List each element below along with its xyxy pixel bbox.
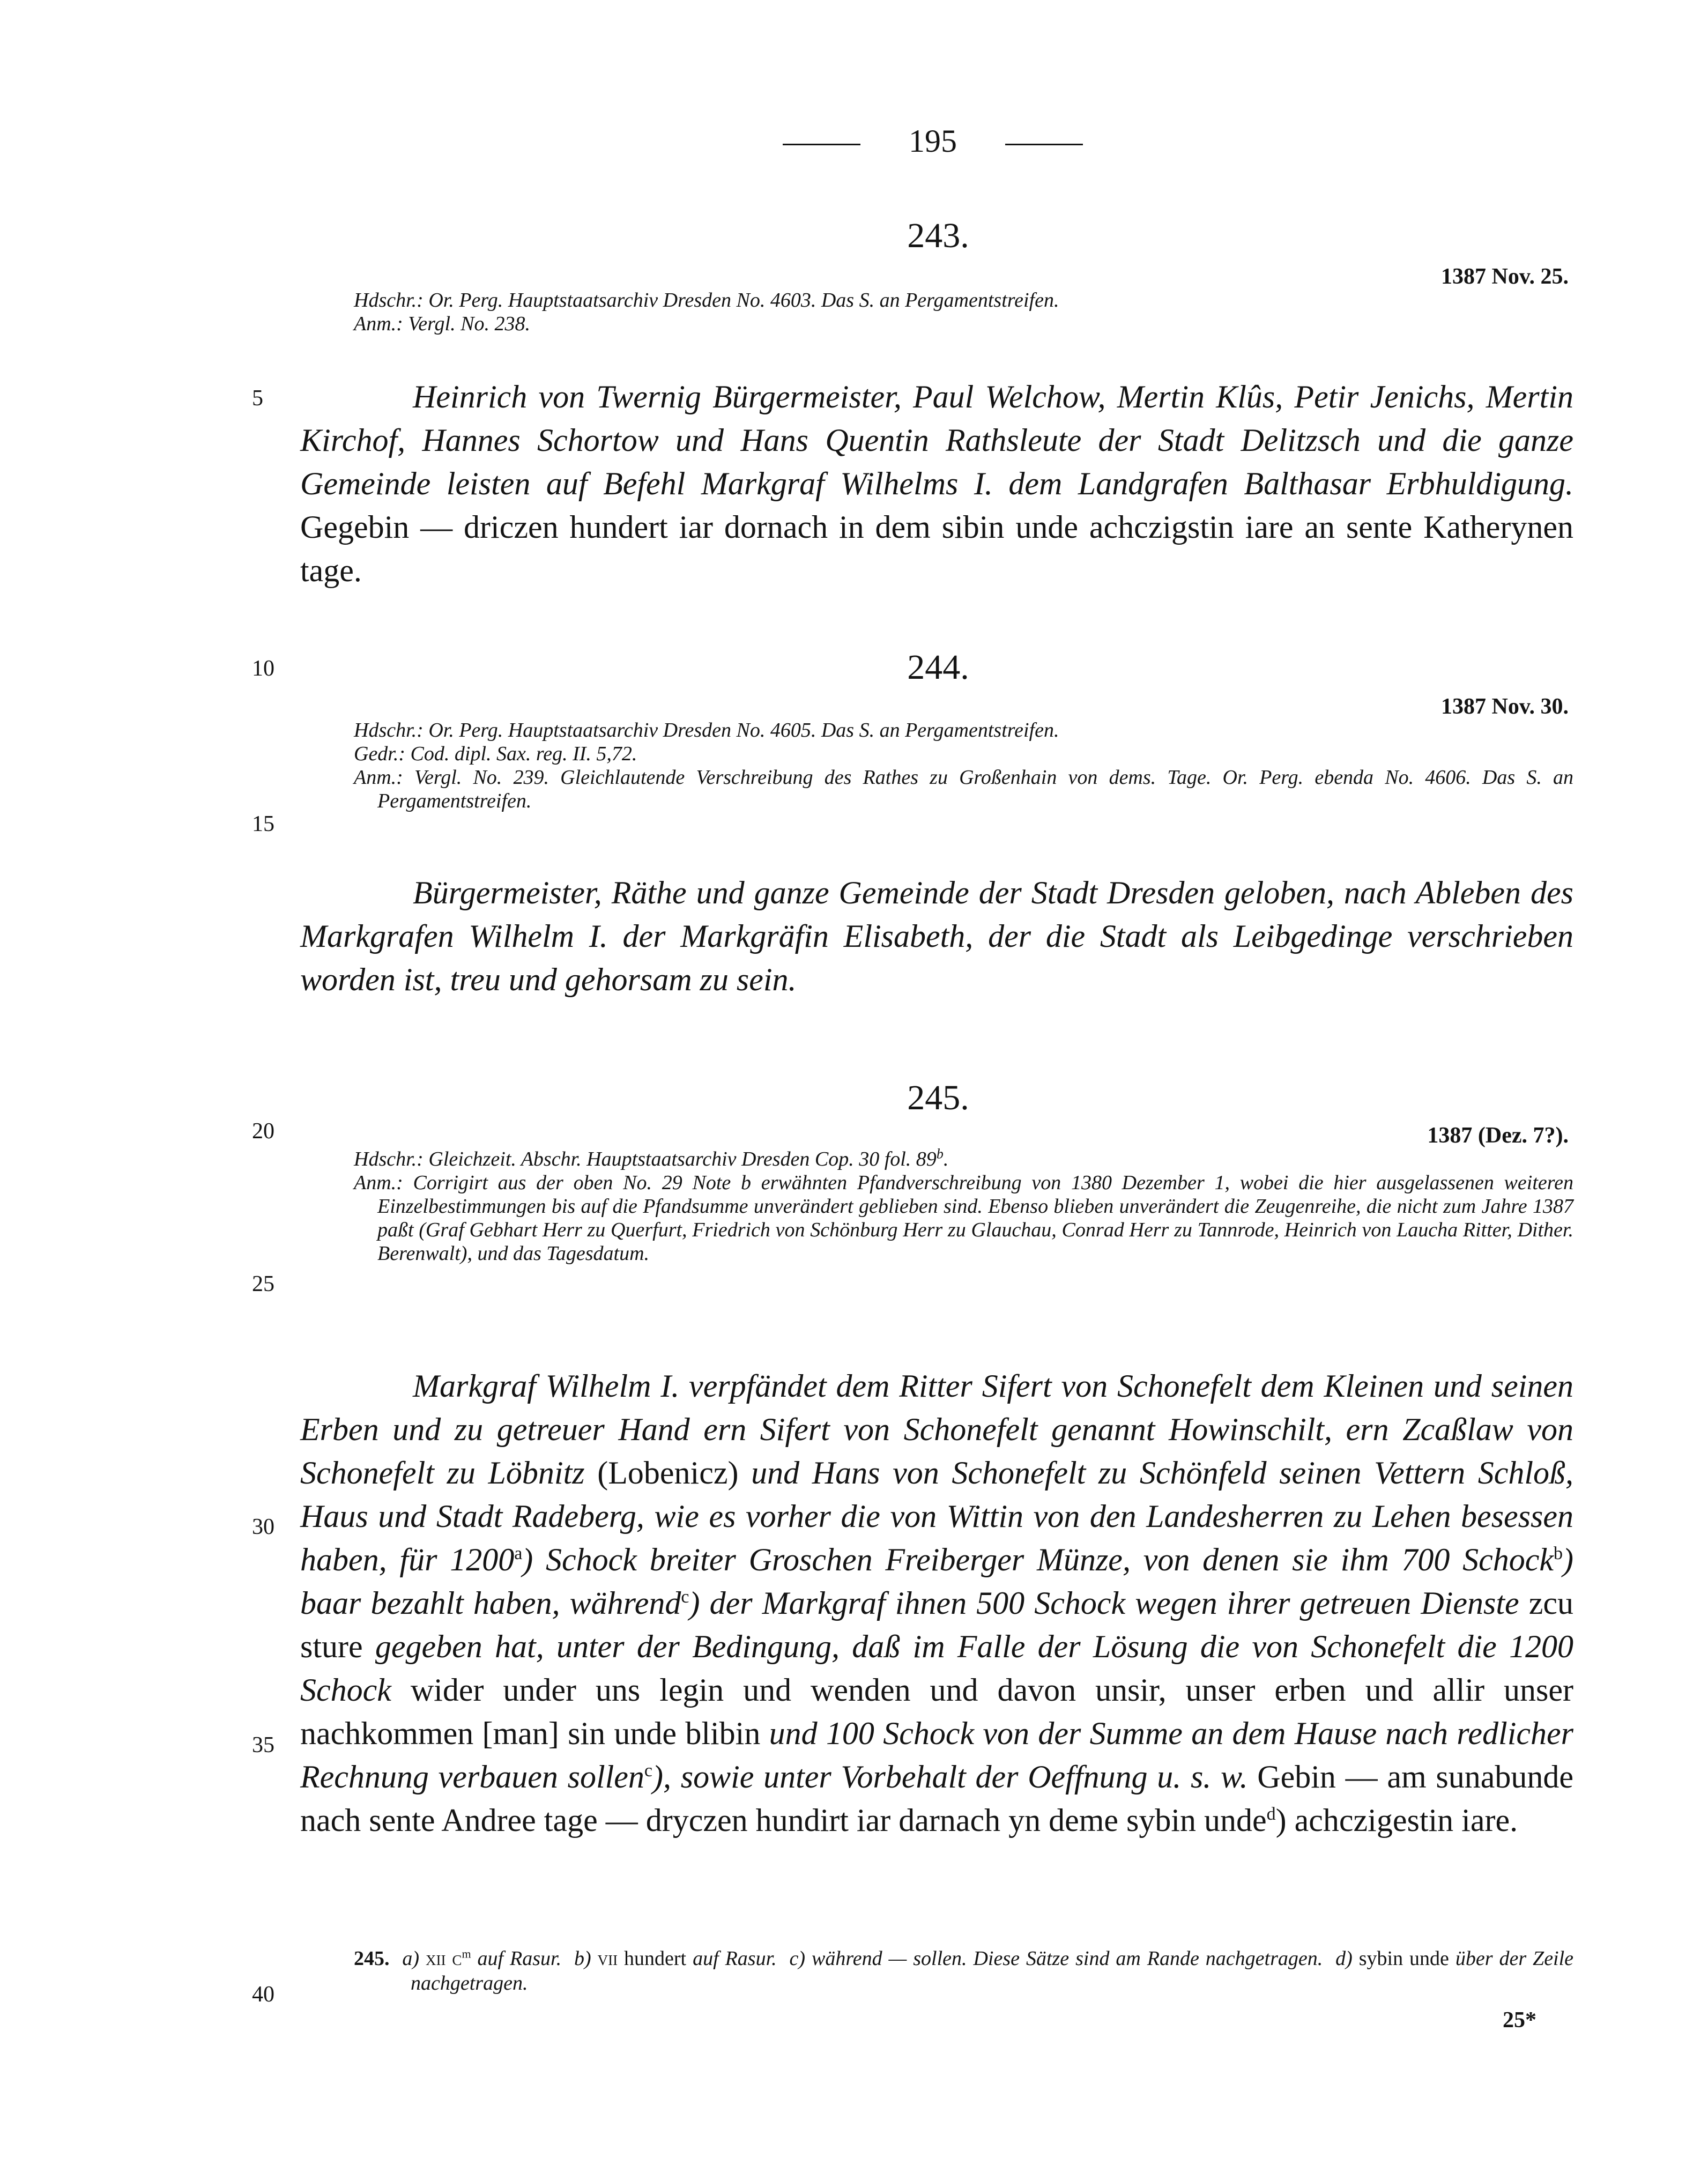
charter-quote: wider under uns legin und wenden und davon unsir, unser erben und allir unser nachkommen [man] sin unde blibin (300, 1672, 1574, 1751)
line-number: 30 (252, 1515, 274, 1539)
summary-text: gegeben hat, unter der Bedingung, daß im Falle der Lösung die von Schonefelt die 1200 Schock (300, 1629, 1573, 1708)
line-number: 5 (252, 386, 263, 411)
running-head (783, 122, 1083, 160)
source-line: Anm.: Vergl. No. 238. (354, 313, 530, 335)
line-number: 15 (252, 812, 274, 836)
document-date: 1387 Nov. 25. (1440, 264, 1569, 289)
source-text: Hdschr.: Gleichzeit. Abschr. Hauptstaatsarchiv Dresden Cop. 30 fol. 89 (354, 1148, 937, 1170)
line-number: 25 (252, 1272, 274, 1296)
document-date: 1387 (Dez. 7?). (1427, 1123, 1569, 1148)
source-line: Anm.: Vergl. No. 239. Gleichlautende Verschreibung des Rathes zu Großenhain von dems. Tage. Or. Perg. ebenda No. 4606. Das S. an Pergamentstreifen. (354, 766, 1573, 812)
header-rule-right (1005, 144, 1083, 145)
summary-text: Markgraf Wilhelm I. verpfändet dem Ritter Sifert von Schonefelt dem Kleinen und seinen Erben und zu getreuer Hand ern Sifert von Schonefelt genannt Howinschilt, ern Zcaßlaw von Schonefelt zu Löbnitz (300, 1368, 1573, 1491)
line-number: 20 (252, 1119, 274, 1144)
charter-quote: Gegebin — driczen hundert iar dornach in dem sibin unde achczigstin iare an sente Katherynen tage. (300, 509, 1573, 588)
footnote-mark: a (514, 1544, 523, 1563)
footnote-text: auf Rasur. (477, 1947, 562, 1970)
footnote-letter: b) (574, 1947, 591, 1970)
footnote-text: auf Rasur. (693, 1947, 777, 1970)
document-number: 245. (907, 1078, 969, 1117)
footnote-entry (354, 1946, 1573, 1996)
summary-text: ) der Markgraf ihnen 500 Schock wegen ihrer getreuen Dienste (689, 1585, 1519, 1621)
summary-text: ), sowie unter Vorbehalt der Oeffnung u. s. w. (652, 1759, 1248, 1795)
line-number: 10 (252, 656, 274, 681)
document-summary (300, 871, 1573, 1002)
summary-text: ) baar bezahlt haben, während (300, 1542, 1573, 1621)
footnote-mark: b (1554, 1544, 1563, 1563)
footnote-value: vii (597, 1947, 618, 1970)
document-summary (300, 375, 1573, 592)
source-line: Hdschr.: Or. Perg. Hauptstaatsarchiv Dresden No. 4605. Das S. an Pergamentstreifen. (354, 719, 1059, 742)
source-note (354, 1147, 1573, 1265)
footnote-text: über der Zeile nachgetragen. (411, 1947, 1574, 1994)
document-summary (300, 1365, 1573, 1842)
document-date: 1387 Nov. 30. (1440, 694, 1569, 719)
source-superscript: b (936, 1146, 944, 1162)
summary-text: und Hans von Schonefelt zu Schönfeld seinen Vettern Schloß, Haus und Stadt Radeberg, wie es vorher die von Wittin von den Landesherren zu Lehen besessen haben, für 1200 (300, 1455, 1574, 1577)
footnote-letter: d) (1335, 1947, 1353, 1970)
line-number: 35 (252, 1733, 274, 1758)
summary-text: und 100 Schock von der Summe an dem Hause nach redlicher Rechnung verbauen sollen (300, 1716, 1574, 1795)
summary-text: Bürgermeister, Räthe und ganze Gemeinde der Stadt Dresden geloben, nach Ableben des Markgrafen Wilhelm I. der Markgräfin Elisabeth, der die Stadt als Leibgedinge verschrieben worden ist, treu und gehorsam zu sein. (300, 875, 1573, 997)
source-line: Gedr.: Cod. dipl. Sax. reg. II. 5,72. (354, 743, 637, 765)
source-note (354, 288, 1573, 336)
footnote-superscript: m (462, 1947, 471, 1961)
footnote-mark: c (644, 1761, 653, 1781)
footnotes (354, 1946, 1573, 1996)
source-line: Anm.: Corrigirt aus der oben No. 29 Note b erwähnten Pfandverschreibung von 1380 Dezember 1, wobei die hier ausgelassenen weiteren Einzelbestimmungen bis auf die Pfandsumme unverändert geblieben sind. Ebenso blieben unverändert die Zeugenreihe, die nicht zum Jahre 1387 paßt (Graf Gebhart Herr zu Querfurt, Friedrich von Schönburg Herr zu Glauchau, Conrad Herr zu Tannrode, Heinrich von Laucha Ritter, Dither. Berenwalt), und das Tagesdatum. (354, 1171, 1573, 1265)
footnote-text: c) während — sollen. Diese Sätze sind am Rande nachgetragen. (789, 1947, 1323, 1970)
source-line: Hdschr.: Or. Perg. Hauptstaatsarchiv Dresden No. 4603. Das S. an Pergamentstreifen. (354, 289, 1059, 312)
footnote-value: hundert (624, 1947, 687, 1970)
footnote-value: xii c (426, 1947, 462, 1970)
line-number: 40 (252, 1982, 274, 2007)
document-number: 243. (907, 216, 969, 255)
summary-text: ) Schock breiter Groschen Freiberger Münze, von denen sie ihm 700 Schock (522, 1542, 1554, 1577)
charter-quote: ) achczigestin iare. (1275, 1803, 1518, 1838)
page-number: 195 (909, 123, 957, 159)
footnote-value: sybin unde (1358, 1947, 1449, 1970)
source-line: Hdschr.: Gleichzeit. Abschr. Hauptstaatsarchiv Dresden Cop. 30 fol. 89$^b$. (354, 1146, 949, 1170)
summary-text: Heinrich von Twernig Bürgermeister, Paul Welchow, Mertin Klûs, Petir Jenichs, Mertin Kirchof, Hannes Schortow und Hans Quentin Rathsleute der Stadt Delitzsch und die ganze Gemeinde leisten auf Befehl Markgraf Wilhelms I. dem Landgrafen Balthasar Erbhuldigung. (300, 379, 1573, 501)
charter-quote: zcu sture (300, 1585, 1574, 1664)
footnote-letter: a) (402, 1947, 420, 1970)
document-number: 244. (907, 648, 969, 687)
footnote-mark: d (1266, 1804, 1276, 1824)
source-note (354, 718, 1573, 813)
signature-mark: 25* (1503, 2008, 1536, 2033)
footnote-mark: c (681, 1587, 689, 1607)
charter-quote: (Lobenicz) (597, 1455, 739, 1491)
charter-quote: Gebin — am sunabunde nach sente Andree tage — dryczen hundirt iar darnach yn deme sybin unde (300, 1759, 1573, 1838)
footnote-label: 245. (354, 1947, 390, 1970)
